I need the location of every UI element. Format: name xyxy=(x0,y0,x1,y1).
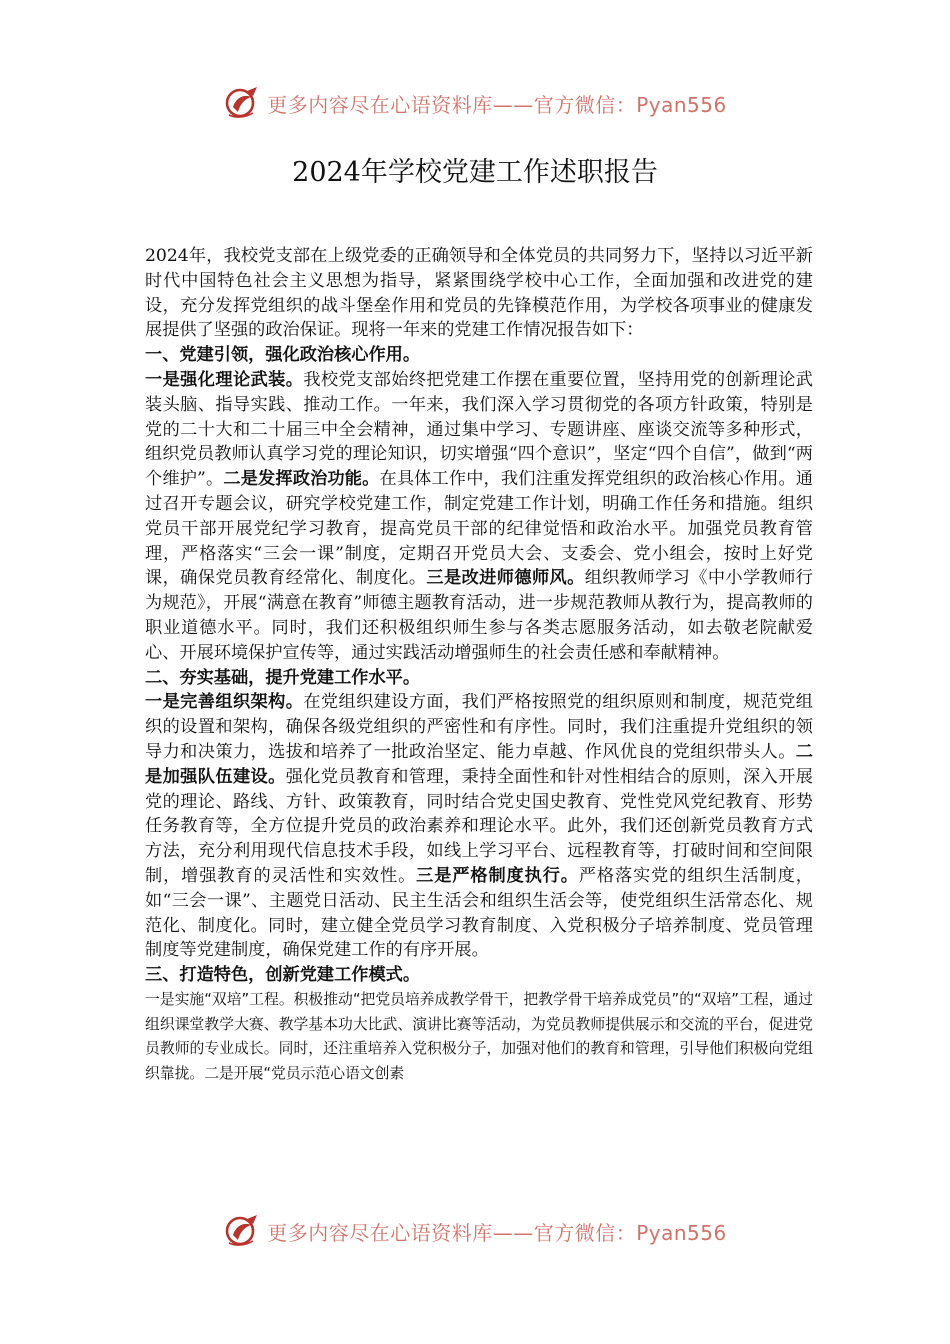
section2-item2-text: 强化党员教育和管理，秉持全面性和针对性相结合的原则，深入开展党的理论、路线、方针、政策教育，同时结合党史国史教育、党性党风党纪教育、形势任务教育等，全方位提升党员的政治素养和理论水平。此外，我们还创新党员教育方式方法，充分利用现代信息技术手段，如线上学习平台、远程教育等，打破时间和空间限制，增强教育的灵活性和实效性。 xyxy=(145,766,813,886)
intro-paragraph: 2024年，我校党支部在上级党委的正确领导和全体党员的共同努力下，坚持以习近平新时代中国特色社会主义思想为指导，紧紧围绕学校中心工作，全面加强和改进党的建设，充分发挥党组织的战斗堡垒作用和党员的先锋模范作用，为学校各项事业的健康发展提供了坚强的政治保证。现将一年来的党建工作情况报告如下： xyxy=(145,246,813,341)
footer-banner-text: 更多内容尽在心语资料库——官方微信：Pyan556 xyxy=(267,1220,727,1245)
section1-paragraph xyxy=(145,368,813,666)
section1-item2-text: 在具体工作中，我们注重发挥党组织的政治核心作用。通过召开专题会议，研究学校党建工作，制定党建工作计划，明确工作任务和措施。组织党员干部开展党纪学习教育，提高党员干部的纪律觉悟和政治水平。加强党员教育管理，严格落实“三会一课”制度，定期召开党员大会、支委会、党小组会，按时上好党课，确保党员教育经常化、制度化。 xyxy=(145,469,813,589)
document-body xyxy=(145,244,813,1086)
section2-item2-lead: 二是加强队伍建设。 xyxy=(145,741,813,787)
section1-item3-lead: 三是改进师德师风。 xyxy=(426,568,585,589)
section1-item3-text: 组织教师学习《中小学教师行为规范》，开展“满意在教育”师德主题教育活动，进一步规范教师从教行为，提高教师的职业道德水平。同时，我们还积极组织师生参与各类志愿服务活动，如去敬老院献爱心、开展环境保护宣传等，通过实践活动增强师生的社会责任感和奉献精神。 xyxy=(145,568,813,663)
section3-paragraph: 一是实施“双培”工程。积极推动“把党员培养成教学骨干，把教学骨干培养成党员”的“双培”工程，通过组织课堂教学大赛、教学基本功大比武、演讲比赛等活动，为党员教师提供展示和交流的平台，促进党员教师的专业成长。同时，还注重培养入党积极分子，加强对他们的教育和管理，引导他们积极向党组织靠拢。二是开展“党员示范心语文创素 xyxy=(145,990,813,1082)
header-banner-text: 更多内容尽在心语资料库——官方微信：Pyan556 xyxy=(267,92,727,117)
header-banner xyxy=(0,83,950,123)
section2-item3-text: 严格落实党的组织生活制度，如“三会一课”、主题党日活动、民主生活会和组织生活会等，使党组织生活常态化、规范化、制度化。同时，建立健全党员学习教育制度、入党积极分子培养制度、党员管理制度等党建制度，确保党建工作的有序开展。 xyxy=(145,865,813,961)
section1-heading: 一、党建引领，强化政治核心作用。 xyxy=(145,345,421,366)
section3-heading: 三、打造特色，创新党建工作模式。 xyxy=(145,965,421,986)
section1-item2-lead: 二是发挥政治功能。 xyxy=(223,469,380,490)
section1-item1-text: 我校党支部始终把党建工作摆在重要位置，坚持用党的创新理论武装头脑、指导实践、推动工作。一年来，我们深入学习贯彻党的各项方针政策，特别是党的二十大和二十届三中全会精神，通过集中学习、专题讲座、座谈交流等多种形式，组织党员教师认真学习党的理论知识，切实增强“四个意识”，坚定“四个自信”，做到“两个维护”。 xyxy=(145,369,813,490)
xinyu-logo-icon xyxy=(223,85,261,121)
document-title: 2024年学校党建工作述职报告 xyxy=(292,157,658,188)
section2-heading: 二、夯实基础，提升党建工作水平。 xyxy=(145,667,421,688)
section2-paragraph xyxy=(145,690,813,963)
footer-banner xyxy=(0,1211,950,1251)
section1-item1-lead: 一是强化理论武装。 xyxy=(145,369,304,390)
section2-item1-lead: 一是完善组织架构。 xyxy=(145,692,304,713)
section2-item1-text: 在党组织建设方面，我们严格按照党的组织原则和制度，规范党组织的设置和架构，确保各级党组织的严密性和有序性。同时，我们注重提升党组织的领导力和决策力，选拔和培养了一批政治坚定、能力卓越、作风优良的党组织带头人。 xyxy=(145,692,813,762)
xinyu-logo-icon xyxy=(223,1213,261,1249)
section2-item3-lead: 三是严格制度执行。 xyxy=(416,865,579,886)
